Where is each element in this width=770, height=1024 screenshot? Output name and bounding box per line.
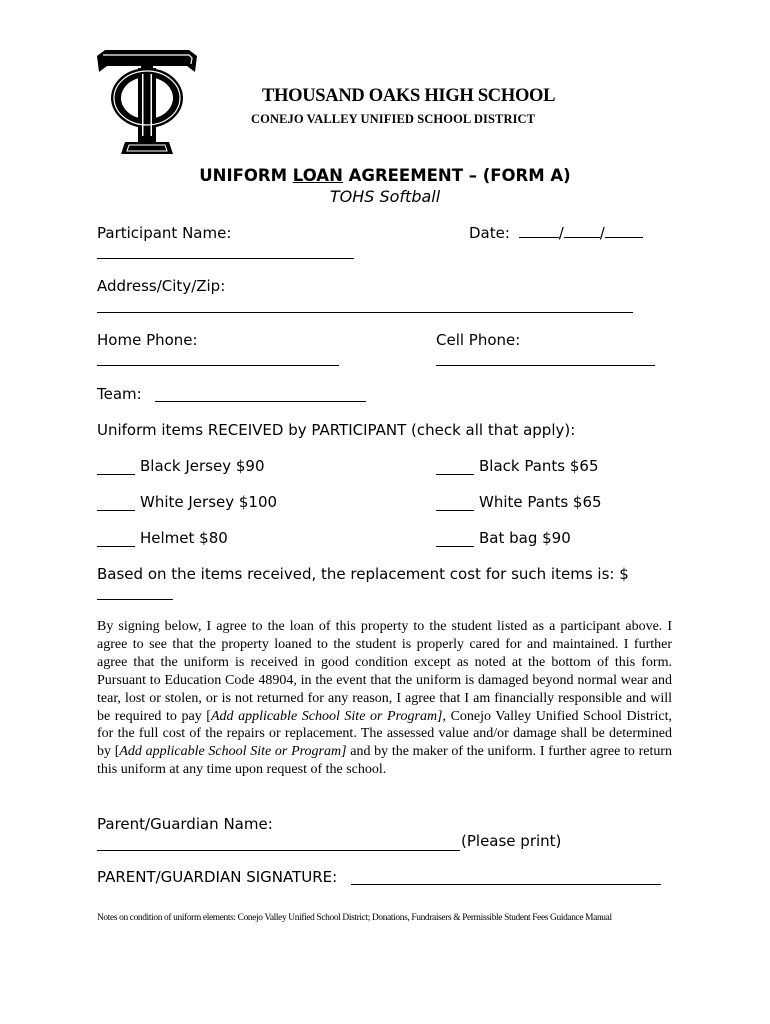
- home-phone-label: Home Phone:: [97, 331, 198, 349]
- team-field[interactable]: [155, 401, 366, 402]
- address-label: Address/City/Zip:: [97, 277, 226, 295]
- team-label: Team:: [97, 385, 142, 403]
- cell-phone-field[interactable]: [436, 365, 655, 366]
- item-checkbox-line[interactable]: [436, 474, 474, 475]
- guardian-name-field[interactable]: [97, 850, 460, 851]
- please-print-note: (Please print): [461, 832, 562, 850]
- item-checkbox-line[interactable]: [97, 546, 135, 547]
- participant-name-field[interactable]: [97, 258, 354, 259]
- home-phone-field[interactable]: [97, 365, 339, 366]
- cell-phone-label: Cell Phone:: [436, 331, 521, 349]
- footer-note: Notes on condition of uniform elements: Conejo Valley Unified School District; Donations, Fundraisers & Permissible Student Fees Guidance Manual: [97, 913, 612, 923]
- guardian-signature-field[interactable]: [351, 884, 661, 885]
- form-subtitle: TOHS Softball: [329, 187, 441, 206]
- school-name: THOUSAND OAKS HIGH SCHOOL: [262, 86, 556, 106]
- district-name: CONEJO VALLEY UNIFIED SCHOOL DISTRICT: [251, 112, 536, 126]
- item-label: Black Jersey $90: [140, 457, 265, 475]
- item-label: White Jersey $100: [140, 493, 278, 511]
- logo-text: TO: [147, 156, 149, 157]
- guardian-name-label: Parent/Guardian Name:: [97, 815, 273, 833]
- date-day-field[interactable]: [564, 236, 600, 238]
- item-label: White Pants $65: [479, 493, 602, 511]
- date-month-field[interactable]: [519, 236, 559, 238]
- date-label: Date:: [469, 224, 510, 242]
- participant-name-label: Participant Name:: [97, 224, 232, 242]
- agreement-text: By signing below, I agree to the loan of this property to the student listed as a participant above. I agree to see that the property loaned to the student is properly cared for and maintained. I further agree that the uniform is received in good condition except as noted at the bottom of this form. Pursuant to Education Code 48904, in the event that the uniform is damaged beyond normal wear and tear, lost or stolen, or is not returned for any reason, I agree that I am financially responsible and will be required to pay [Add applicable School Site or Program], Conejo Valley Unified School District, for the full cost of the repairs or replacement. The assessed value and/or damage shall be determined by [Add applicable School Site or Program] and by the maker of the uniform. I further agree to return this uniform at any time upon request of the school.: [97, 619, 673, 778]
- item-checkbox-line[interactable]: [436, 510, 474, 511]
- item-label: Helmet $80: [140, 529, 228, 547]
- form-title: UNIFORM LOAN AGREEMENT – (FORM A): [199, 166, 571, 185]
- replacement-cost-label: Based on the items received, the replacement cost for such items is: $: [97, 565, 629, 583]
- replacement-cost-field[interactable]: [97, 599, 173, 600]
- date-label-group: [469, 224, 643, 242]
- date-separator: /: [558, 224, 564, 242]
- date-separator: /: [599, 224, 605, 242]
- item-label: Black Pants $65: [479, 457, 599, 475]
- school-logo: [95, 50, 199, 156]
- item-checkbox-line[interactable]: [97, 474, 135, 475]
- address-field[interactable]: [97, 312, 633, 313]
- date-year-field[interactable]: [605, 236, 643, 238]
- item-checkbox-line[interactable]: [436, 546, 474, 547]
- item-label: Bat bag $90: [479, 529, 571, 547]
- guardian-signature-label: PARENT/GUARDIAN SIGNATURE:: [97, 868, 338, 886]
- item-checkbox-line[interactable]: [97, 510, 135, 511]
- items-heading: Uniform items RECEIVED by PARTICIPANT (check all that apply):: [97, 421, 576, 439]
